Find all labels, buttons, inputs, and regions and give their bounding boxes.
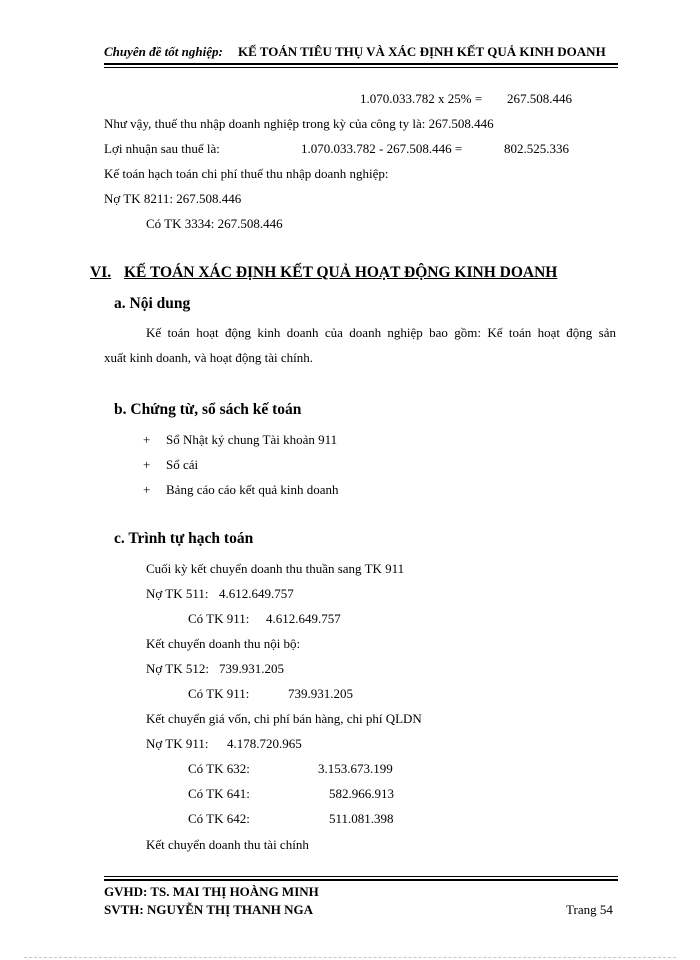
entry-credit-value: 3.153.673.199 [318,761,393,776]
entry-credit-label: Có TK 642: [188,811,250,826]
header-document-type: Chuyên đề tốt nghiệp: [104,44,223,59]
footer-rule-thin [104,876,618,877]
profit-value: 802.525.336 [504,141,569,156]
bullet-marker: + [143,482,151,497]
entry-credit-value: 511.081.398 [329,811,394,826]
entry-debit-value: 4.178.720.965 [227,736,302,751]
bullet-marker: + [143,432,151,447]
entry-description: Kết chuyển doanh thu tài chính [146,837,309,852]
subsection-c-heading: c. Trình tự hạch toán [114,530,254,547]
header-title: KẾ TOÁN TIÊU THỤ VÀ XÁC ĐỊNH KẾT QUẢ KINH DOANH [238,44,606,59]
list-item: Sổ cái [166,457,199,472]
subsection-a-heading: a. Nội dung [114,295,191,312]
entry-credit-value: 4.612.649.757 [266,611,341,626]
subsection-a-paragraph-line1: Kế toán hoạt động kinh doanh của doanh nghiệp bao gồm: Kế toán hoạt động sản [146,325,616,340]
entry-description: Kết chuyển doanh thu nội bộ: [146,636,301,651]
entry-debit-label: Nợ TK 512: [146,661,209,676]
entry-debit-label: Nợ TK 911: [146,736,209,751]
tax-calc-value: 267.508.446 [507,91,572,106]
subsection-a-paragraph-line2: xuất kinh doanh, và hoạt động tài chính. [104,350,314,365]
footer-supervisor: GVHD: TS. MAI THỊ HOÀNG MINH [104,884,319,899]
entry-debit-value: 4.612.649.757 [219,586,294,601]
entry-debit-label: Nợ TK 511: [146,586,209,601]
tax-entry-title: Kế toán hạch toán chi phí thuế thu nhập doanh nghiệp: [104,166,389,181]
header-rule-thin [104,67,618,68]
entry-credit-label: Có TK 911: [188,686,250,701]
page-number: Trang 54 [566,902,613,917]
tax-debit-entry: Nợ TK 8211: 267.508.446 [104,191,242,206]
section-title: KẾ TOÁN XÁC ĐỊNH KẾT QUẢ HOẠT ĐỘNG KINH DOANH [124,264,558,281]
entry-description: Kết chuyển giá vốn, chi phí bán hàng, chi phí QLDN [146,711,422,726]
list-item: Bảng cáo cáo kết quả kinh doanh [166,482,339,497]
entry-description: Cuối kỳ kết chuyển doanh thu thuần sang TK 911 [146,561,405,576]
entry-credit-label: Có TK 632: [188,761,250,776]
section-number: VI. [90,264,112,281]
profit-label: Lợi nhuận sau thuế là: [104,141,220,156]
footer-rule-thick [104,879,618,881]
entry-credit-value: 582.966.913 [329,786,394,801]
profit-calc: 1.070.033.782 - 267.508.446 = [301,141,463,156]
entry-credit-label: Có TK 641: [188,786,250,801]
page-break-line [24,957,676,958]
tax-credit-entry: Có TK 3334: 267.508.446 [146,216,283,231]
bullet-marker: + [143,457,151,472]
header-rule-thick [104,63,618,65]
entry-credit-label: Có TK 911: [188,611,250,626]
list-item: Sổ Nhật ký chung Tài khoản 911 [166,432,338,447]
footer-student: SVTH: NGUYỄN THỊ THANH NGA [104,902,313,917]
subsection-b-heading: b. Chứng từ, sổ sách kế toán [114,401,302,418]
entry-debit-value: 739.931.205 [219,661,284,676]
entry-credit-value: 739.931.205 [288,686,353,701]
tax-conclusion: Như vậy, thuế thu nhập doanh nghiệp trong kỳ của công ty là: 267.508.446 [104,116,494,131]
tax-calc-formula: 1.070.033.782 x 25% = [360,91,483,106]
